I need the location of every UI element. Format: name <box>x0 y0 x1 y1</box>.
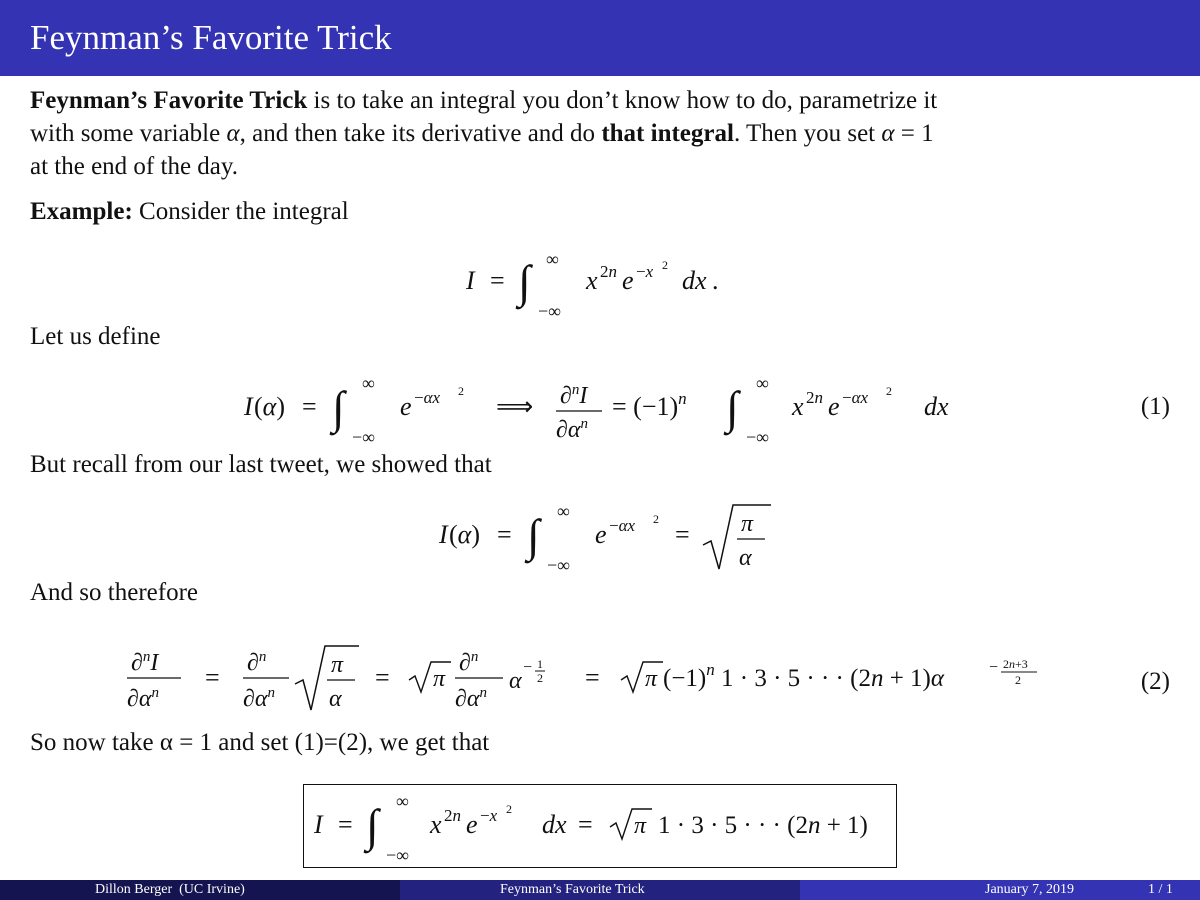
svg-text:2n+3: 2n+3 <box>1003 657 1028 671</box>
svg-text:e: e <box>595 520 607 549</box>
svg-text:I: I <box>439 520 448 549</box>
svg-text:(−1)n 1 · 3 · 5 · · · (2n + 1): $(-1)^n$ 1 · 3 · 5 · · · (2n + 1)α <box>663 660 945 692</box>
intro-text-2d: = 1 <box>894 120 934 147</box>
svg-text:2: 2 <box>662 258 668 272</box>
equation-gaussian <box>435 495 795 580</box>
svg-text:e: e <box>622 266 634 295</box>
svg-text:−αx: −αx <box>842 388 869 407</box>
svg-text:∂αn: $\partial\alpha^n$ <box>556 416 588 443</box>
svg-text:π: π <box>645 666 658 692</box>
svg-text:(α): (α) <box>254 392 285 421</box>
svg-text:=: = <box>675 520 690 549</box>
svg-text:∂αn: $\partial\alpha^n$ <box>455 685 487 712</box>
page-title: Feynman’s Favorite Trick <box>30 18 392 57</box>
footer-page: 1 / 1 <box>1148 882 1173 897</box>
title-bar <box>0 0 1200 76</box>
svg-text:π: π <box>634 813 647 839</box>
svg-text:2: 2 <box>653 512 659 526</box>
svg-text:π: π <box>331 652 344 678</box>
svg-text:dx: dx <box>542 810 567 839</box>
svg-text:= (−1)n: = $(-1)^n$ <box>612 389 687 421</box>
equation-result <box>308 785 893 865</box>
svg-text:=: = <box>375 663 390 692</box>
svg-text:α: α <box>739 545 752 571</box>
svg-text:I: I <box>466 266 475 295</box>
svg-text:dx: dx <box>924 392 949 421</box>
svg-text:−∞: −∞ <box>352 427 375 447</box>
svg-text:I: I <box>244 392 253 421</box>
svg-text:x: x <box>792 392 804 421</box>
svg-text:−∞: −∞ <box>547 555 570 575</box>
svg-text:e: e <box>466 810 478 839</box>
equation-number-1: (1) <box>1140 393 1170 420</box>
svg-text:=: = <box>585 663 600 692</box>
example-text: Consider the integral <box>132 198 349 225</box>
svg-text:∫: ∫ <box>366 800 379 851</box>
line-define: Let us define <box>30 323 161 350</box>
example-line <box>30 195 349 228</box>
svg-text:−: − <box>523 659 533 676</box>
svg-text:∫: ∫ <box>527 510 540 561</box>
svg-text:2: 2 <box>458 384 464 398</box>
svg-text:−αx: −αx <box>414 388 441 407</box>
alpha-symbol-2: α <box>881 120 895 147</box>
svg-text:=: = <box>490 266 505 295</box>
footer-title: Feynman’s Favorite Trick <box>500 882 645 897</box>
svg-text:∞: ∞ <box>546 249 559 269</box>
svg-text:2: 2 <box>1015 673 1021 687</box>
svg-text:∂αn: $\partial\alpha^n$ <box>243 685 275 712</box>
svg-text:∂nI: ∂$^n$I <box>131 649 159 676</box>
example-label: Example: <box>30 198 133 225</box>
intro-line-2 <box>30 117 934 150</box>
svg-text:−∞: −∞ <box>746 427 769 447</box>
svg-text:∞: ∞ <box>362 373 375 393</box>
intro-line-1 <box>30 84 937 117</box>
svg-text:(α): (α) <box>449 520 480 549</box>
svg-text:∂n: ∂$^n$ <box>459 649 479 676</box>
intro-line-3: at the end of the day. <box>30 153 239 180</box>
svg-text:2: 2 <box>506 802 512 816</box>
svg-text:.: . <box>712 266 719 295</box>
svg-text:π: π <box>741 511 754 537</box>
equation-integral-I <box>460 245 760 325</box>
svg-text:⟹: ⟹ <box>496 392 534 421</box>
svg-text:2: 2 <box>886 384 892 398</box>
footer-date-section <box>800 880 1200 900</box>
svg-text:=: = <box>338 810 353 839</box>
equation-1 <box>240 365 970 455</box>
svg-text:1 · 3 · 5 · · · (2n + 1): 1 · 3 · 5 · · · (2n + 1) <box>658 812 868 839</box>
intro-text-2b: , and then take its derivative and do <box>239 120 602 147</box>
svg-text:∂αn: $\partial\alpha^n$ <box>127 685 159 712</box>
svg-text:2: 2 <box>537 671 543 685</box>
svg-text:∞: ∞ <box>756 373 769 393</box>
svg-text:−∞: −∞ <box>538 301 561 321</box>
intro-text-2c: . Then you set <box>733 120 882 147</box>
svg-text:∂n: ∂$^n$ <box>247 649 267 676</box>
svg-text:α: α <box>509 668 522 694</box>
alpha-symbol: α <box>226 120 240 147</box>
svg-text:2n: 2n <box>444 806 461 825</box>
intro-text-2a: with some variable <box>30 120 227 147</box>
equation-2 <box>125 630 1085 720</box>
footer-date: January 7, 2019 <box>985 882 1075 897</box>
svg-text:=: = <box>578 810 593 839</box>
svg-text:−x: −x <box>636 262 654 281</box>
svg-text:∞: ∞ <box>396 791 409 811</box>
svg-text:∫: ∫ <box>332 382 345 433</box>
footer-title-section <box>400 880 800 900</box>
svg-text:π: π <box>433 666 446 692</box>
line-therefore: And so therefore <box>30 579 198 606</box>
footer-author-section <box>0 880 400 900</box>
svg-text:=: = <box>205 663 220 692</box>
line-recall: But recall from our last tweet, we showed that <box>30 451 492 478</box>
svg-text:∫: ∫ <box>726 382 739 433</box>
intro-bold-mid: that integral <box>601 120 734 147</box>
svg-text:α: α <box>329 686 342 712</box>
svg-text:dx: dx <box>682 266 707 295</box>
svg-text:2n: 2n <box>806 388 823 407</box>
svg-text:2n: 2n <box>600 262 617 281</box>
svg-text:=: = <box>497 520 512 549</box>
svg-text:−∞: −∞ <box>386 845 409 865</box>
intro-bold-lead: Feynman’s Favorite Trick <box>30 87 308 114</box>
svg-text:x: x <box>430 810 442 839</box>
intro-text-1: is to take an integral you don’t know how to do, parametrize it <box>307 87 938 114</box>
equation-number-2: (2) <box>1140 668 1170 695</box>
svg-text:−αx: −αx <box>609 516 636 535</box>
svg-text:−: − <box>989 659 999 676</box>
svg-text:1: 1 <box>537 657 543 671</box>
footer-author: Dillon Berger (UC Irvine) <box>95 882 245 897</box>
line-now: So now take α = 1 and set (1)=(2), we get that <box>30 729 490 756</box>
svg-text:∂nI: ∂$^n$I <box>560 382 588 409</box>
svg-text:∞: ∞ <box>557 501 570 521</box>
footer <box>0 880 1200 900</box>
svg-text:−x: −x <box>480 806 498 825</box>
svg-text:I: I <box>314 810 323 839</box>
svg-text:=: = <box>302 392 317 421</box>
svg-text:e: e <box>828 392 840 421</box>
svg-text:e: e <box>400 392 412 421</box>
svg-text:∫: ∫ <box>518 256 531 307</box>
svg-text:x: x <box>586 266 598 295</box>
